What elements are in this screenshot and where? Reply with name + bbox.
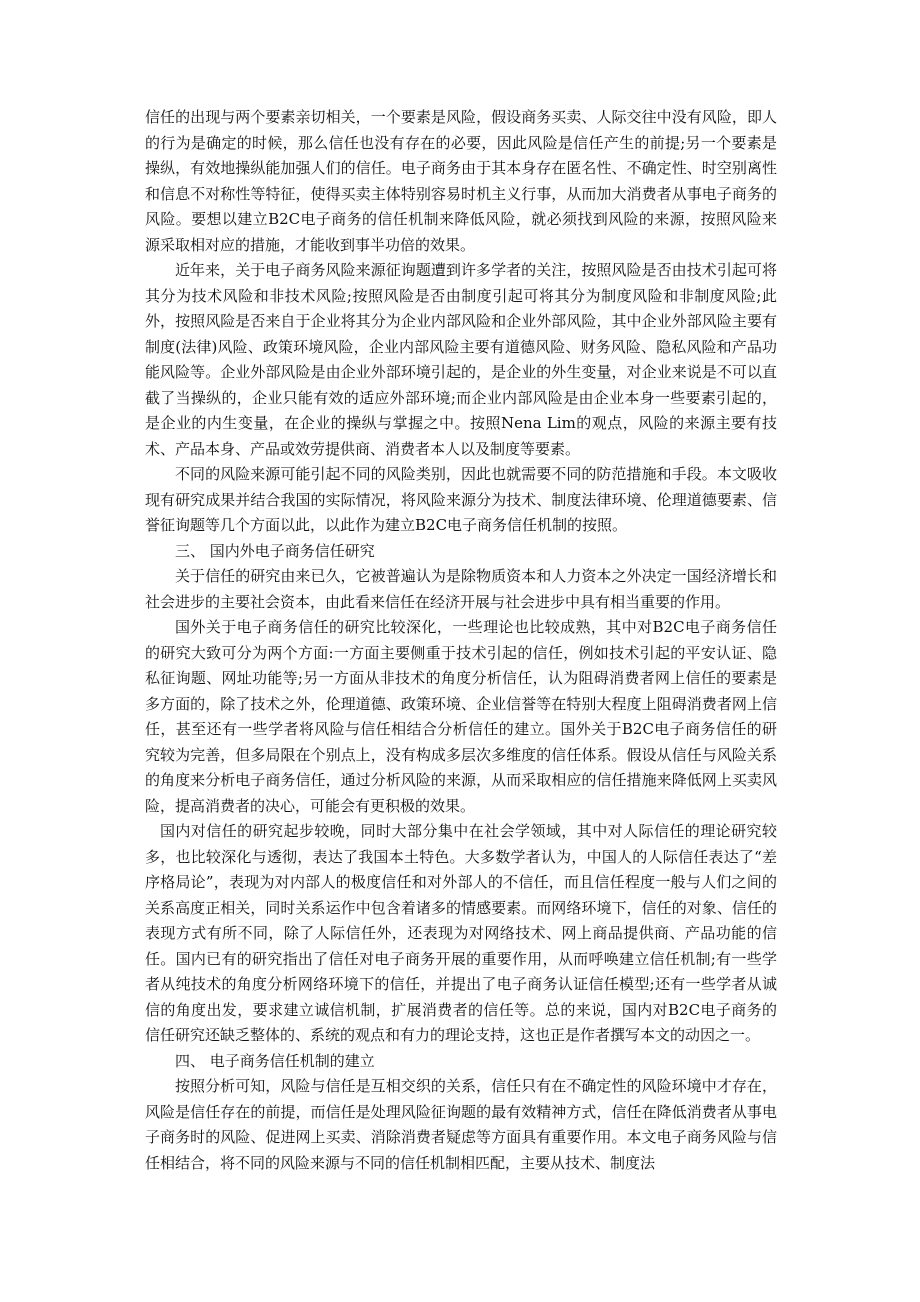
paragraph-risk-intro: 信任的出现与两个要素亲切相关，一个要素是风险，假设商务买卖、人际交往中没有风险，即人的行为是确定的时候，那么信任也没有存在的必要，因此风险是信任产生的前提;另一个要素是操纵，有效地操纵能加强人们的信任。电子商务由于其本身存在匿名性、不确定性、时空别离性和信息不对称性等特征，使得买卖主体特别容易时机主义行事，从而加大消费者从事电子商务的风险。要想以建立B2C电子商务的信任机制来降低风险，就必须找到风险的来源，按照风险来源采取相对应的措施，才能收到事半功倍的效果。 bbox=[145, 108, 777, 254]
paragraph-foreign-research: 国外关于电子商务信任的研究比较深化，一些理论也比较成熟，其中对B2C电子商务信任的研究大致可分为两个方面:一方面主要侧重于技术引起的信任，例如技术引起的平安认证、隐私征询题、网址功能等;另一方面从非技术的角度分析信任，认为阻碍消费者网上信任的要素是多方面的，除了技术之外，伦理道德、政策环境、企业信誉等在特别大程度上阻碍消费者网上信任，甚至还有一些学者将风险与信任相结合分析信任的建立。国外关于B2C电子商务信任的研究较为完善，但多局限在个别点上，没有构成多层次多维度的信任体系。假设从信任与风险关系的角度来分析电子商务信任，通过分析风险的来源，从而采取相应的信任措施来降低网上买卖风险，提高消费者的决心，可能会有更积极的效果。 bbox=[145, 618, 777, 815]
paragraph-domestic-research: 国内对信任的研究起步较晚，同时大部分集中在社会学领域，其中对人际信任的理论研究较多，也比较深化与透彻，表达了我国本土特色。大多数学者认为，中国人的人际信任表达了“差序格局论”，表现为对内部人的极度信任和对外部人的不信任，而且信任程度一般与人们之间的关系高度正相关，同时关系运作中包含着诸多的情感要素。而网络环境下，信任的对象、信任的表现方式有所不同，除了人际信任外，还表现为对网络技术、网上商品提供商、产品功能的信任。国内已有的研究指出了信任对电子商务开展的重要作用，从而呼唤建立信任机制;有一些学者从纯技术的角度分析网络环境下的信任，并提出了电子商务认证信任模型;还有一些学者从诚信的角度出发，要求建立诚信机制，扩展消费者的信任等。总的来说，国内对B2C电子商务的信任研究还缺乏整体的、系统的观点和有力的理论支持，这也正是作者撰写本文的动因之一。 bbox=[145, 822, 777, 1044]
paragraph-trust-mechanism: 按照分析可知，风险与信任是互相交织的关系，信任只有在不确定性的风险环境中才存在，风险是信任存在的前提，而信任是处理风险征询题的最有效精神方式，信任在降低消费者从事电子商务时的风险、促进网上买卖、消除消费者疑虑等方面具有重要作用。本文电子商务风险与信任相结合，将不同的风险来源与不同的信任机制相匹配，主要从技术、制度法 bbox=[145, 1077, 777, 1172]
section-heading-3: 三、 国内外电子商务信任研究 bbox=[175, 541, 375, 560]
paragraph-risk-categories: 不同的风险来源可能引起不同的风险类别，因此也就需要不同的防范措施和手段。本文吸收现有研究成果并结合我国的实际情况，将风险来源分为技术、制度法律环境、伦理道德要素、信誉征询题等几个方面以此，以此作为建立B2C电子商务信任机制的按照。 bbox=[145, 465, 777, 534]
document-body bbox=[145, 105, 777, 1176]
paragraph-risk-sources: 近年来，关于电子商务风险来源征询题遭到许多学者的关注，按照风险是否由技术引起可将其分为技术风险和非技术风险;按照风险是否由制度引起可将其分为制度风险和非制度风险;此外，按照风险是否来自于企业将其分为企业内部风险和企业外部风险，其中企业外部风险主要有制度(法律)风险、政策环境风险，企业内部风险主要有道德风险、财务风险、隐私风险和产品功能风险等。企业外部风险是由企业外部环境引起的，是企业的外生变量，对企业来说是不可以直截了当操纵的，企业只能有效的适应外部环境;而企业内部风险是由企业本身一些要素引起的，是企业的内生变量，在企业的操纵与掌握之中。按照Nena Lim的观点，风险的来源主要有技术、产品本身、产品或效劳提供商、消费者本人以及制度等要素。 bbox=[145, 261, 777, 458]
section-heading-4: 四、 电子商务信任机制的建立 bbox=[175, 1051, 375, 1070]
paragraph-trust-history: 关于信任的研究由来已久，它被普遍认为是除物质资本和人力资本之外决定一国经济增长和社会进步的主要社会资本，由此看来信任在经济开展与社会进步中具有相当重要的作用。 bbox=[145, 567, 777, 611]
